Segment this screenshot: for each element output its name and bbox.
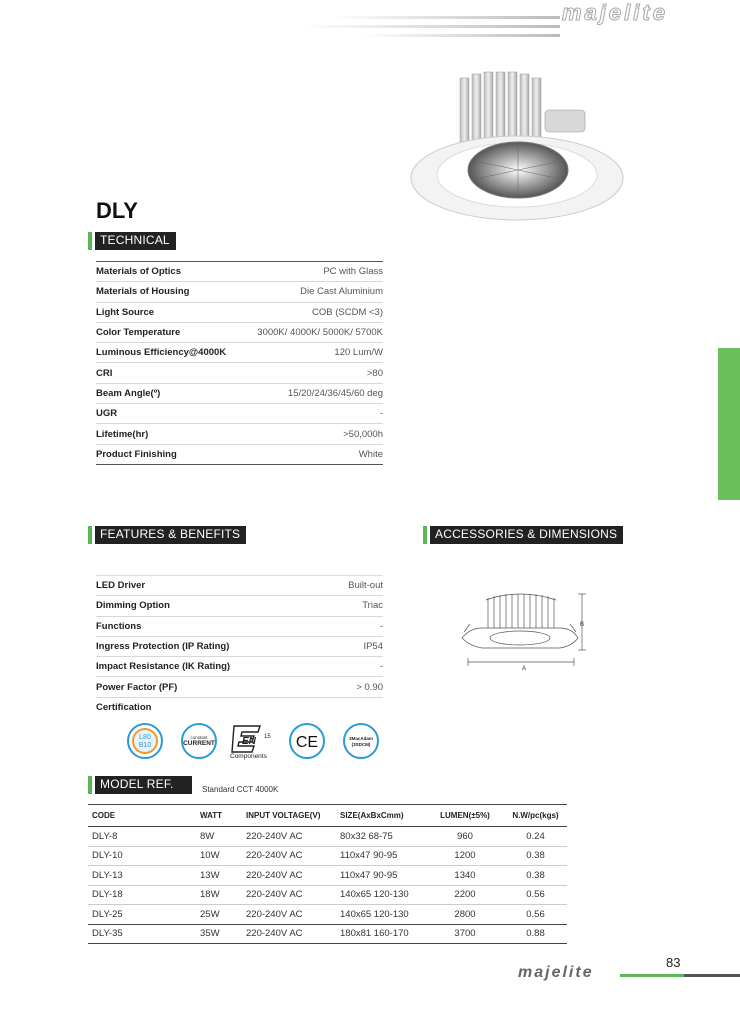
spec-row: Materials of Housing Die Cast Aluminium <box>96 282 383 302</box>
section-accessories-label: ACCESSORIES & DIMENSIONS <box>430 526 623 544</box>
section-technical-label: TECHNICAL <box>95 232 176 250</box>
spec-row: Ingress Protection (IP Rating) IP54 <box>96 637 383 657</box>
spec-row: Power Factor (PF) > 0.90 <box>96 677 383 697</box>
svg-text:3MacAdam: 3MacAdam <box>349 736 373 741</box>
footer-dark-line <box>684 974 740 977</box>
product-title: DLY <box>96 198 138 223</box>
table-row: DLY-35 35W 220-240V AC 180x81 160-170 3700 0.88 <box>88 925 567 945</box>
dimension-label-a: A <box>521 666 527 672</box>
spec-row: Materials of Optics PC with Glass <box>96 262 383 282</box>
table-row: DLY-18 18W 220-240V AC 140x65 120-130 2200 0.56 <box>88 886 567 906</box>
section-features-label: FEATURES & BENEFITS <box>95 526 246 544</box>
ce-mark-icon <box>288 722 326 760</box>
table-row: DLY-10 10W 220-240V AC 110x47 90-95 1200 0.38 <box>88 847 567 867</box>
svg-text:CE: CE <box>295 734 319 751</box>
features-spec-table <box>96 575 383 718</box>
enec-icon <box>230 722 280 760</box>
svg-text:(3SDCM): (3SDCM) <box>351 742 371 747</box>
macadam-icon <box>342 722 380 760</box>
spec-row: Color Temperature 3000K/ 4000K/ 5000K/ 5700K <box>96 323 383 343</box>
technical-spec-table <box>96 261 383 465</box>
header-decor-lines <box>300 14 560 54</box>
product-photo <box>410 70 625 230</box>
dimension-label-b: B <box>579 622 585 628</box>
brand-logo-bottom: majelite <box>518 964 594 981</box>
svg-text:B10: B10 <box>138 742 152 749</box>
brand-logo-top: majelite <box>562 0 668 25</box>
page-number: 83 <box>666 955 681 970</box>
svg-text:EN: EN <box>242 736 256 747</box>
spec-row: Beam Angle(º) 15/20/24/36/45/60 deg <box>96 384 383 404</box>
svg-text:L80: L80 <box>139 734 151 741</box>
spec-row: Lifetime(hr) >50,000h <box>96 424 383 444</box>
table-row: DLY-25 25W 220-240V AC 140x65 120-130 2800 0.56 <box>88 905 567 925</box>
svg-text:constant: constant <box>190 735 208 740</box>
spec-row: Dimming Option Triac <box>96 596 383 616</box>
constant-current-icon <box>180 722 218 760</box>
svg-text:15: 15 <box>264 734 271 740</box>
standard-cct-note: Standard CCT 4000K <box>202 785 279 794</box>
spec-row: LED Driver Built-out <box>96 576 383 596</box>
spec-row: Functions - <box>96 617 383 637</box>
section-model-label: MODEL REF. <box>95 776 192 794</box>
spec-row: Luminous Efficiency@4000K 120 Lum/W <box>96 343 383 363</box>
model-table-header: CODE WATT INPUT VOLTAGE(V) SIZE(AxBxCmm) LUMEN(±5%) N.W/pc(kgs) <box>88 805 567 827</box>
dimension-drawing <box>460 588 590 672</box>
spec-row: UGR - <box>96 404 383 424</box>
section-accessories <box>423 526 623 544</box>
footer-accent-line <box>620 974 684 977</box>
svg-text:Components: Components <box>230 753 267 760</box>
spec-row: CRI >80 <box>96 363 383 383</box>
model-table <box>88 804 567 944</box>
table-row: DLY-8 8W 220-240V AC 80x32 68-75 960 0.24 <box>88 827 567 847</box>
section-features <box>88 526 246 544</box>
certification-logos <box>126 722 396 762</box>
table-row: DLY-13 13W 220-240V AC 110x47 90-95 1340 0.38 <box>88 866 567 886</box>
section-technical <box>88 232 176 250</box>
side-tab-marker <box>718 348 740 500</box>
section-model <box>88 776 192 794</box>
l80-b10-icon <box>126 722 164 760</box>
spec-row: Certification <box>96 702 152 714</box>
svg-text:CURRENT: CURRENT <box>183 740 215 747</box>
spec-row: Impact Resistance (IK Rating) - <box>96 657 383 677</box>
spec-row: Product Finishing White <box>96 445 383 465</box>
spec-row: Light Source COB (SCDM <3) <box>96 303 383 323</box>
